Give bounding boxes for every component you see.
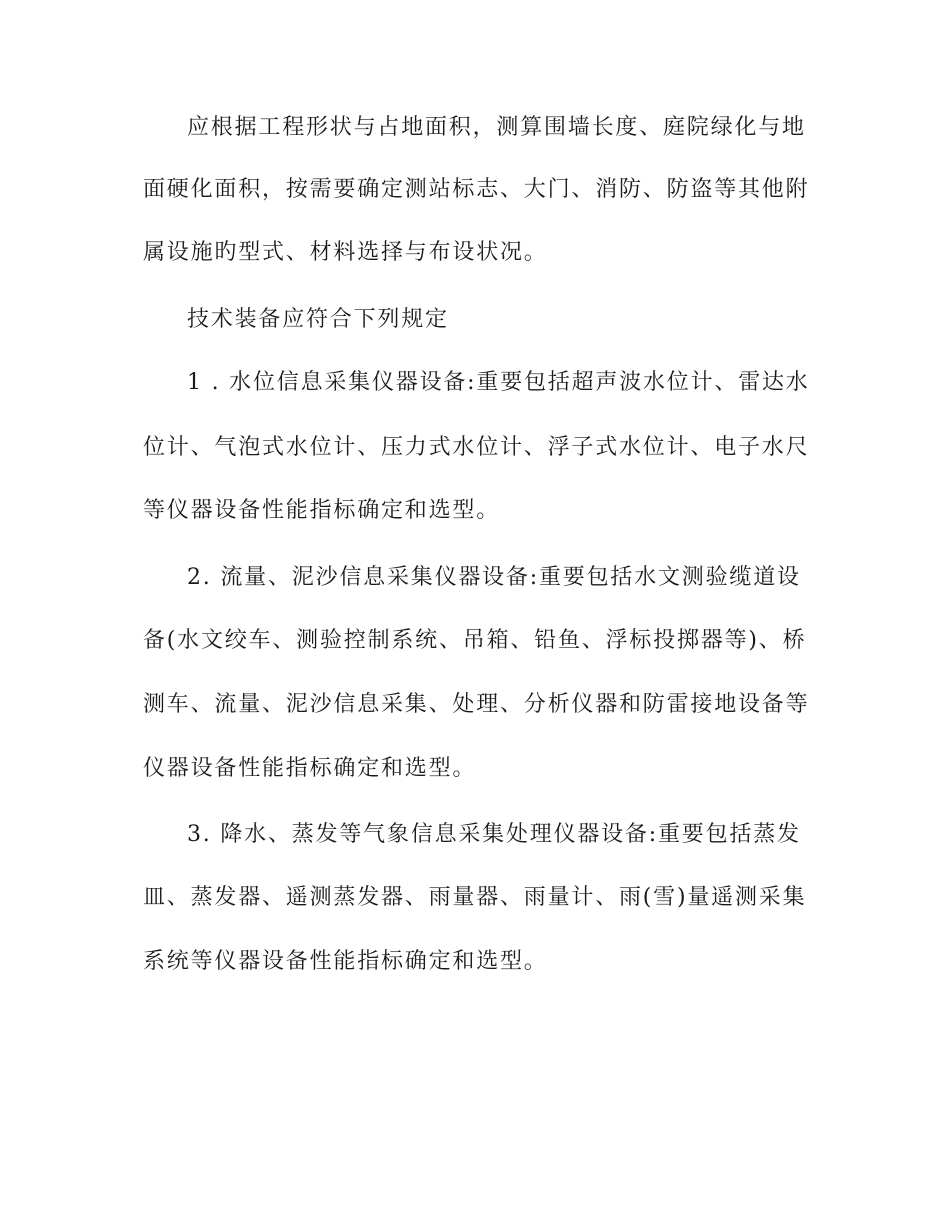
paragraph-4-line-3: 测车、流量、泥沙信息采集、处理、分析仪器和防雷接地设备等: [143, 692, 810, 717]
paragraph-4-line-2: 备(水文绞车、测验控制系统、吊箱、铅鱼、浮标投掷器等)、桥: [143, 628, 807, 653]
paragraph-5-line-1: 3. 降水、蒸发等气象信息采集处理仪器设备:重要包括蒸发: [187, 822, 801, 847]
paragraph-1-line-3: 属设施旳型式、材料选择与布设状况。: [143, 240, 548, 265]
paragraph-2-line-1: 技术装备应符合下列规定: [187, 307, 449, 332]
paragraph-3-line-2: 位计、气泡式水位计、压力式水位计、浮子式水位计、电子水尺: [143, 435, 810, 460]
paragraph-3-line-1: 1 . 水位信息采集仪器设备:重要包括超声波水位计、雷达水: [187, 370, 810, 395]
paragraph-1-line-2: 面硬化面积，按需要确定测站标志、大门、消防、防盗等其他附: [143, 177, 810, 202]
paragraph-5-line-3: 系统等仪器设备性能指标确定和选型。: [143, 949, 548, 974]
paragraph-4-line-4: 仪器设备性能指标确定和选型。: [143, 756, 477, 781]
paragraph-4-line-1: 2. 流量、泥沙信息采集仪器设备:重要包括水文测验缆道设: [187, 565, 801, 590]
paragraph-1-line-1: 应根据工程形状与占地面积，测算围墙长度、庭院绿化与地: [187, 115, 806, 140]
paragraph-5-line-2: 皿、蒸发器、遥测蒸发器、雨量器、雨量计、雨(雪)量遥测采集: [143, 885, 807, 910]
paragraph-3-line-3: 等仪器设备性能指标确定和选型。: [143, 498, 501, 523]
